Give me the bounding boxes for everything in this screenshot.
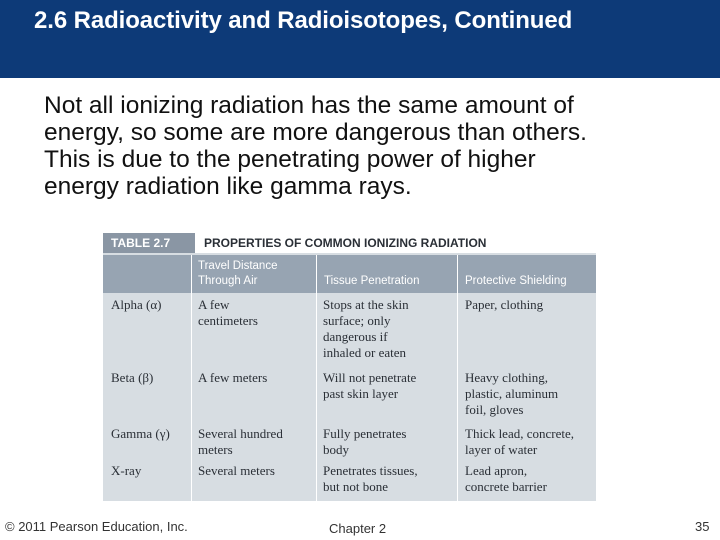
radiation-properties-table <box>103 233 596 501</box>
cell-line: Several hundred <box>198 426 283 441</box>
cell-line: Will not penetrate <box>323 370 417 385</box>
cell-line: Gamma (γ) <box>111 426 170 441</box>
row-gamma-shielding <box>465 426 574 458</box>
column-header-tissue <box>324 274 419 289</box>
column-header-line: Through Air <box>198 275 258 287</box>
cell-line: Alpha (α) <box>111 297 162 312</box>
cell-line: Paper, clothing <box>465 297 544 312</box>
row-beta-shielding <box>465 370 558 418</box>
title-bar <box>0 0 720 78</box>
row-alpha-tissue <box>323 297 409 361</box>
cell-line: but not bone <box>323 479 388 494</box>
table-title-row <box>103 233 596 253</box>
cell-line: A few <box>198 297 230 312</box>
row-alpha-shielding <box>465 297 543 313</box>
row-xray-tissue <box>323 463 418 495</box>
row-gamma-tissue <box>323 426 406 458</box>
cell-line: past skin layer <box>323 386 399 401</box>
cell-line: foil, gloves <box>465 402 524 417</box>
cell-line: Beta (β) <box>111 370 154 385</box>
row-alpha-distance <box>198 297 258 329</box>
cell-line: inhaled or eaten <box>323 345 407 360</box>
cell-line: Heavy clothing, <box>465 370 549 385</box>
slide-title: 2.6 Radioactivity and Radioisotopes, Continued <box>34 7 573 34</box>
cell-line: meters <box>198 442 233 457</box>
row-beta-tissue <box>323 370 416 402</box>
cell-line: concrete barrier <box>465 479 547 494</box>
body-line: energy, so some are more dangerous than others. <box>44 119 587 146</box>
column-header-line: Protective Shielding <box>465 275 567 287</box>
body-line: Not all ionizing radiation has the same amount of <box>44 92 574 119</box>
cell-line: plastic, aluminum <box>465 386 559 401</box>
column-divider <box>191 255 192 501</box>
row-beta-type <box>111 370 153 386</box>
column-header-shielding <box>465 274 567 289</box>
row-gamma-type <box>111 426 170 442</box>
cell-line: Lead apron, <box>465 463 528 478</box>
cell-line: centimeters <box>198 313 258 328</box>
column-header-line: Tissue Penetration <box>324 275 420 287</box>
page-number: 35 <box>695 519 710 534</box>
table-number: TABLE 2.7 <box>103 233 195 253</box>
column-header-line: Travel Distance <box>198 260 278 272</box>
copyright-notice: © 2011 Pearson Education, Inc. <box>5 519 188 534</box>
row-xray-distance <box>198 463 275 479</box>
cell-line: surface; only <box>323 313 391 328</box>
column-header-distance <box>198 259 277 289</box>
row-xray-shielding <box>465 463 547 495</box>
cell-line: body <box>323 442 349 457</box>
body-line: energy radiation like gamma rays. <box>44 173 412 200</box>
row-beta-distance <box>198 370 267 386</box>
cell-line: X-ray <box>111 463 142 478</box>
column-divider <box>457 255 458 501</box>
cell-line: Several meters <box>198 463 275 478</box>
row-gamma-distance <box>198 426 283 458</box>
cell-line: A few meters <box>198 370 268 385</box>
cell-line: Penetrates tissues, <box>323 463 418 478</box>
column-divider <box>316 255 317 501</box>
cell-line: Fully penetrates <box>323 426 407 441</box>
chapter-label: Chapter 2 <box>329 521 387 536</box>
cell-line: Stops at the skin <box>323 297 409 312</box>
table-caption: PROPERTIES OF COMMON IONIZING RADIATION <box>204 236 487 250</box>
body-line: This is due to the penetrating power of higher <box>44 146 536 173</box>
row-xray-type <box>111 463 141 479</box>
cell-line: layer of water <box>465 442 538 457</box>
body-paragraph <box>44 92 694 200</box>
cell-line: dangerous if <box>323 329 388 344</box>
cell-line: Thick lead, concrete, <box>465 426 574 441</box>
row-alpha-type <box>111 297 162 313</box>
